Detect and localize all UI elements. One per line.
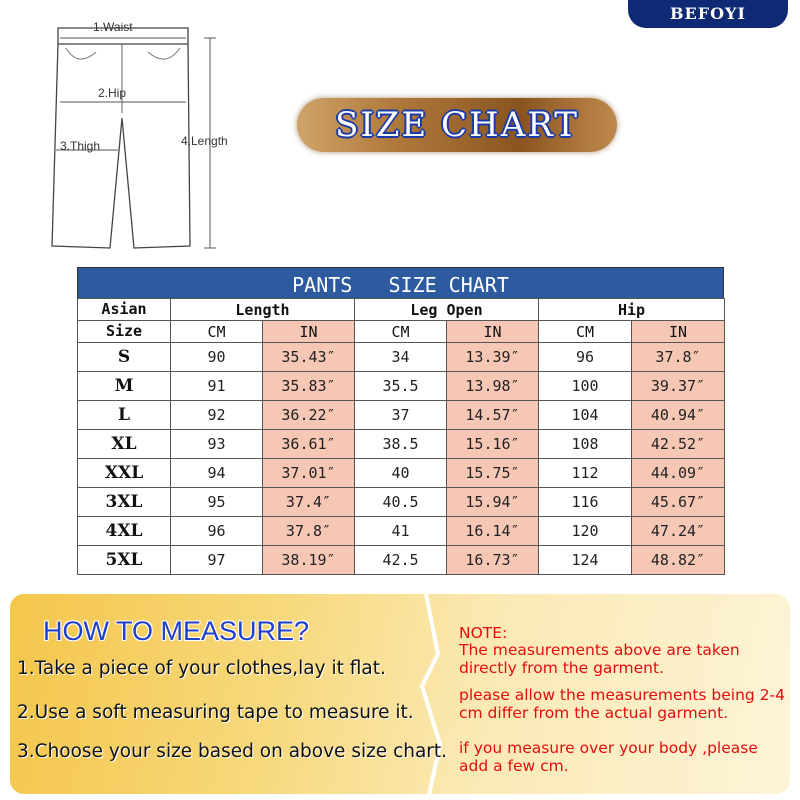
size-cell: 4XL: [78, 517, 171, 546]
length-label: 4.Length: [181, 134, 228, 148]
hip-cm-cell: 112: [539, 459, 632, 488]
unit-cm: CM: [355, 321, 447, 343]
note-line-3: if you measure over your body ,please add a few cm.: [459, 739, 758, 775]
leg-open-in-cell: 13.98″: [447, 372, 539, 401]
length-cm-cell: 93: [171, 430, 263, 459]
unit-cm: CM: [539, 321, 632, 343]
hip-in-cell: 44.09″: [632, 459, 725, 488]
leg-open-cm-cell: 42.5: [355, 546, 447, 575]
size-header-2: Size: [78, 321, 171, 343]
how-to-measure-title: HOW TO MEASURE?: [43, 616, 310, 646]
waist-label: 1.Waist: [93, 20, 133, 34]
hip-in-cell: 37.8″: [632, 343, 725, 372]
pants-diagram: [38, 8, 248, 258]
length-cm-cell: 95: [171, 488, 263, 517]
size-cell: 5XL: [78, 546, 171, 575]
length-cm-cell: 96: [171, 517, 263, 546]
table-row: [78, 517, 725, 546]
table-row: [78, 401, 725, 430]
leg-open-in-cell: 15.94″: [447, 488, 539, 517]
length-in-cell: 37.8″: [263, 517, 355, 546]
unit-in: IN: [447, 321, 539, 343]
group-leg-open: Leg Open: [355, 299, 539, 321]
note-line-1: The measurements above are taken directly from the garment.: [459, 641, 740, 677]
brand-logo: BEFOYI: [628, 0, 788, 28]
unit-in: IN: [632, 321, 725, 343]
length-cm-cell: 90: [171, 343, 263, 372]
hip-in-cell: 47.24″: [632, 517, 725, 546]
leg-open-cm-cell: 34: [355, 343, 447, 372]
size-chart-banner: [297, 98, 617, 152]
size-cell: S: [78, 343, 171, 372]
size-cell: M: [78, 372, 171, 401]
hip-cm-cell: 96: [539, 343, 632, 372]
length-in-cell: 37.01″: [263, 459, 355, 488]
banner-title: SIZE CHART: [335, 105, 579, 145]
length-cm-cell: 94: [171, 459, 263, 488]
hip-cm-cell: 120: [539, 517, 632, 546]
hip-in-cell: 40.94″: [632, 401, 725, 430]
thigh-label: 3.Thigh: [60, 139, 101, 153]
length-in-cell: 36.61″: [263, 430, 355, 459]
leg-open-in-cell: 13.39″: [447, 343, 539, 372]
hip-cm-cell: 104: [539, 401, 632, 430]
length-in-cell: 37.4″: [263, 488, 355, 517]
table-title: PANTS SIZE CHART: [77, 267, 724, 298]
group-hip: Hip: [539, 299, 725, 321]
step-2: 2.Use a soft measuring tape to measure it.: [17, 702, 414, 723]
leg-open-in-cell: 16.73″: [447, 546, 539, 575]
length-in-cell: 38.19″: [263, 546, 355, 575]
hip-label: 2.Hip: [98, 86, 127, 100]
step-3: 3.Choose your size based on above size chart.: [17, 741, 448, 762]
leg-open-cm-cell: 41: [355, 517, 447, 546]
hip-in-cell: 45.67″: [632, 488, 725, 517]
table-row: [78, 459, 725, 488]
group-length: Length: [171, 299, 355, 321]
hip-cm-cell: 100: [539, 372, 632, 401]
note-heading: NOTE:: [459, 624, 508, 642]
table-row: [78, 372, 725, 401]
length-in-cell: 35.43″: [263, 343, 355, 372]
length-cm-cell: 91: [171, 372, 263, 401]
leg-open-cm-cell: 37: [355, 401, 447, 430]
table-row: [78, 488, 725, 517]
measure-panel: [10, 594, 790, 794]
size-table-grid: [77, 298, 725, 575]
hip-cm-cell: 116: [539, 488, 632, 517]
unit-in: IN: [263, 321, 355, 343]
leg-open-in-cell: 14.57″: [447, 401, 539, 430]
unit-cm: CM: [171, 321, 263, 343]
leg-open-cm-cell: 40.5: [355, 488, 447, 517]
leg-open-cm-cell: 40: [355, 459, 447, 488]
hip-cm-cell: 108: [539, 430, 632, 459]
table-row: [78, 343, 725, 372]
step-1: 1.Take a piece of your clothes,lay it flat.: [17, 658, 386, 679]
hip-cm-cell: 124: [539, 546, 632, 575]
leg-open-in-cell: 15.16″: [447, 430, 539, 459]
leg-open-in-cell: 15.75″: [447, 459, 539, 488]
note-line-2: please allow the measurements being 2-4 cm differ from the actual garment.: [459, 686, 786, 722]
divider-bolt-icon: [410, 594, 460, 794]
leg-open-in-cell: 16.14″: [447, 517, 539, 546]
table-row: [78, 430, 725, 459]
leg-open-cm-cell: 38.5: [355, 430, 447, 459]
hip-in-cell: 39.37″: [632, 372, 725, 401]
size-cell: XXL: [78, 459, 171, 488]
length-in-cell: 36.22″: [263, 401, 355, 430]
pants-outline-icon: [38, 8, 248, 258]
length-in-cell: 35.83″: [263, 372, 355, 401]
leg-open-cm-cell: 35.5: [355, 372, 447, 401]
hip-in-cell: 42.52″: [632, 430, 725, 459]
size-table: [77, 267, 724, 575]
size-cell: 3XL: [78, 488, 171, 517]
length-cm-cell: 97: [171, 546, 263, 575]
size-cell: XL: [78, 430, 171, 459]
size-header-1: Asian: [78, 299, 171, 321]
hip-in-cell: 48.82″: [632, 546, 725, 575]
size-cell: L: [78, 401, 171, 430]
length-cm-cell: 92: [171, 401, 263, 430]
table-row: [78, 546, 725, 575]
